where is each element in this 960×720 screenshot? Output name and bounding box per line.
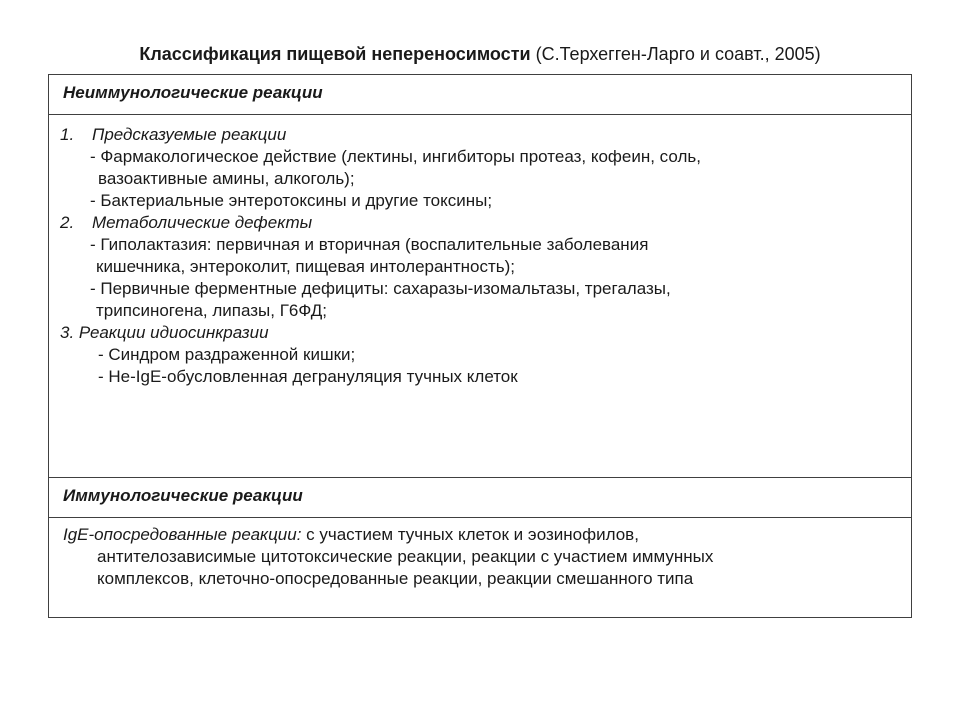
- immune-line: комплексов, клеточно-опосредованные реакции, реакции смешанного типа: [97, 569, 694, 588]
- item1-line: - Бактериальные энтеротоксины и другие токсины;: [90, 191, 493, 210]
- ige-mediated-label: IgE-опосредованные реакции:: [63, 525, 302, 544]
- item2-line: трипсиногена, липазы, Г6ФД;: [96, 301, 327, 320]
- immune-line: антителозависимые цитотоксические реакции, реакции с участием иммунных: [97, 547, 714, 566]
- item1-number: 1.: [60, 125, 75, 144]
- immune-heading: Иммунологические реакции: [49, 478, 912, 518]
- slide-title: [0, 42, 960, 66]
- item3-line: - Не-IgE-обусловленная дегрануляция тучных клеток: [98, 367, 518, 386]
- item1-line: вазоактивные амины, алкоголь);: [98, 169, 355, 188]
- item2-label: Метаболические дефекты: [92, 213, 313, 232]
- title-main: Классификация пищевой непереносимости: [139, 44, 531, 64]
- non-immune-heading: Неиммунологические реакции: [49, 75, 912, 115]
- item3-line: - Синдром раздраженной кишки;: [98, 345, 356, 364]
- item1-title: [60, 124, 901, 146]
- classification-table: [48, 74, 912, 618]
- item2-line: кишечника, энтероколит, пищевая интолерантность);: [96, 257, 515, 276]
- item2-line: - Гиполактазия: первичная и вторичная (воспалительные заболевания: [90, 235, 649, 254]
- item2-number: 2.: [60, 213, 75, 232]
- title-source: (С.Терхегген-Ларго и соавт., 2005): [530, 44, 821, 64]
- ige-mediated-text: с участием тучных клеток и эозинофилов,: [301, 525, 639, 544]
- item3-title: 3. Реакции идиосинкразии: [60, 323, 269, 342]
- item2-line: - Первичные ферментные дефициты: сахаразы-изомальтазы, трегалазы,: [90, 279, 671, 298]
- immune-content: [49, 518, 912, 618]
- item1-line: - Фармакологическое действие (лектины, ингибиторы протеаз, кофеин, соль,: [90, 147, 701, 166]
- item2-title: [60, 212, 901, 234]
- immune-lead-line: [63, 524, 901, 546]
- non-immune-content: [49, 115, 912, 478]
- item1-label: Предсказуемые реакции: [92, 125, 287, 144]
